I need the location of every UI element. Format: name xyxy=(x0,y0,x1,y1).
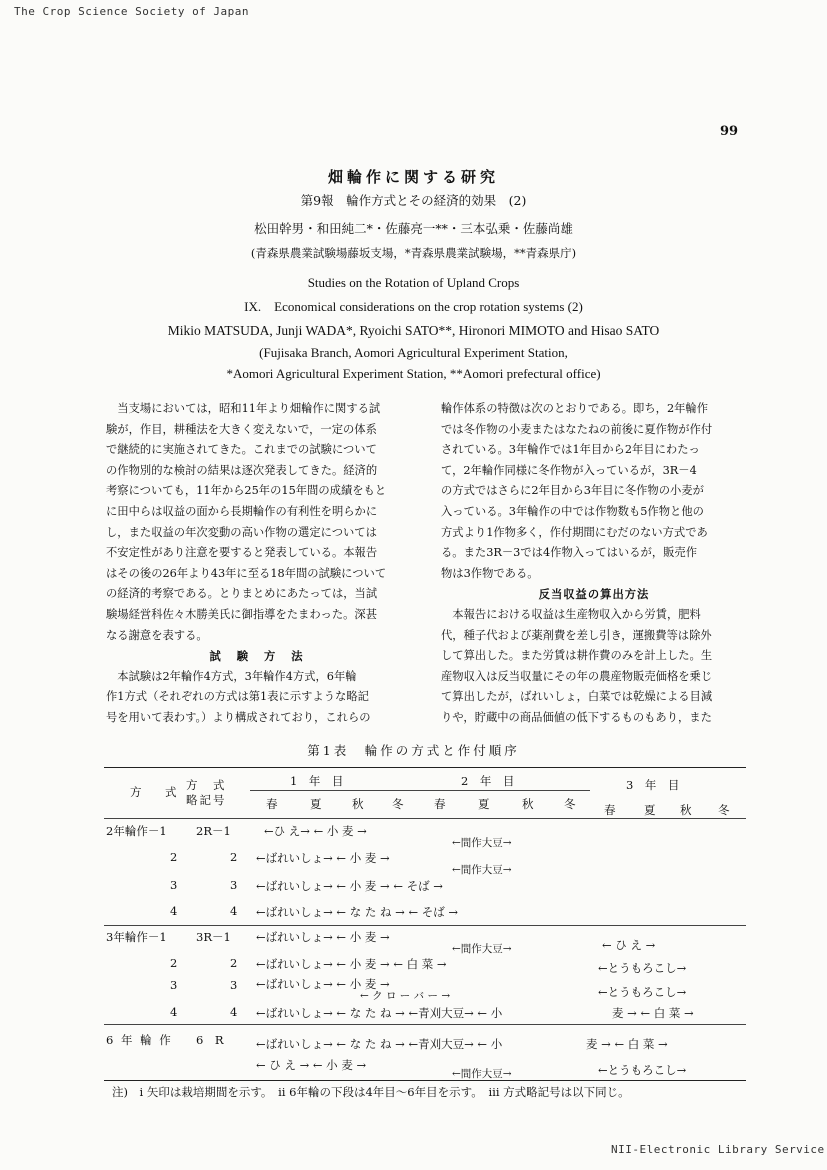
text-line: の作物別的な検討の結果は逐次発表してきた。経済的 xyxy=(106,463,378,477)
table-row-sequence: ←ばれいしょ→ ← 小 麦 → ← 白 菜 → xyxy=(256,957,447,971)
season-label: 冬 xyxy=(564,797,576,811)
authors-ja: 松田幹男・和田純二*・佐藤亮一**・三本弘乗・佐藤尚雄 xyxy=(254,221,573,236)
table-row-sequence: ←ばれいしょ→ ← な た ね → ← そば → xyxy=(256,905,459,919)
table-row-abbr: 6 R xyxy=(196,1033,224,1047)
table-row-abbr: 3 xyxy=(230,878,238,892)
table-row-abbr: 2R－1 xyxy=(196,824,231,838)
table-header-abbr-1: 方 式 xyxy=(186,778,227,792)
table-row-method: 3 xyxy=(170,878,178,892)
section-heading-revenue: 反当収益の算出方法 xyxy=(538,587,650,602)
text-line: 当支場においては，昭和11年より畑輪作に関する試 xyxy=(117,402,381,415)
text-line: の経済的考察である。とりまとめにあたっては，当試 xyxy=(106,587,378,601)
paper-subtitle-en: IX. Economical considerations on the crop rotation systems (2) xyxy=(244,299,583,314)
text-line: なる謝意を表する。 xyxy=(106,628,208,642)
table-row-method: 2 xyxy=(170,956,178,970)
section-heading-methods: 試 験 方 法 xyxy=(209,649,309,664)
text-line: 輪作体系の特徴は次のとおりである。即ち，2年輪作 xyxy=(441,402,709,415)
table-row-sequence: ←ばれいしょ→ ← な た ね → ←青刈大豆→ ← 小 xyxy=(256,1006,503,1020)
table-row-sequence: ←ばれいしょ→ ← な た ね → ←青刈大豆→ ← 小 xyxy=(256,1037,503,1051)
text-line: 方式より1作物多く，作付期間にむだのない方式であ xyxy=(441,525,708,539)
text-line: で継続的に実施されてきた。これまでの試験について xyxy=(106,443,377,457)
affiliation-en-2: *Aomori Agricultural Experiment Station, **Aomori prefectural office) xyxy=(226,366,601,381)
page-number: 99 xyxy=(720,124,739,139)
table-row-abbr: 2 xyxy=(230,956,238,970)
season-label: 春 xyxy=(434,797,446,811)
season-label: 秋 xyxy=(522,797,534,811)
table-row-sequence: ←ばれいしょ→ ← 小 麦 → ← そば → xyxy=(256,879,443,893)
paper-title-en: Studies on the Rotation of Upland Crops xyxy=(307,275,520,290)
text-line: 本報告における収益は生産物収入から労賃，肥料 xyxy=(452,607,701,621)
table-row-abbr: 3R－1 xyxy=(196,930,231,944)
season-label: 秋 xyxy=(352,797,364,811)
text-line: されている。3年輪作では1年目から2年目にわたっ xyxy=(441,443,700,457)
text-line: 考察についても，11年から25年の15年間の成績をもと xyxy=(106,484,387,498)
table-row-sequence-cont: 麦 → ← 白 菜 → xyxy=(586,1037,668,1051)
table-group-rule xyxy=(104,925,746,926)
table-row-abbr: 3 xyxy=(230,978,238,992)
table-row-sequence: ←ひ え→ ← 小 麦 → xyxy=(264,824,367,838)
affiliation-ja: (青森県農業試験場藤坂支場，*青森県農業試験場，**青森県庁) xyxy=(250,246,577,260)
table-row-method: 2 xyxy=(170,850,178,864)
season-label: 夏 xyxy=(478,797,490,811)
text-line: に田中らは収益の面から長期輪作の有利性を明らかに xyxy=(106,504,378,518)
text-line: 験が，作目，耕種法を大きく変えないで，一定の体系 xyxy=(106,422,377,436)
table-row-method: 4 xyxy=(170,1005,178,1019)
text-line: 本試験は2年輪作4方式，3年輪作4方式，6年輪 xyxy=(117,669,357,683)
season-label: 夏 xyxy=(310,797,322,811)
left-column xyxy=(106,399,412,729)
table-header-year-2: 2 年 目 xyxy=(461,774,515,788)
season-label: 冬 xyxy=(392,797,404,811)
season-label: 冬 xyxy=(718,803,730,817)
text-line: 験場経営科佐々木勝美氏に御指導をたまわった。深甚 xyxy=(106,607,378,621)
text-line: る。また3R－3では4作物入ってはいるが，販売作 xyxy=(441,546,698,560)
table-header-method: 方 式 xyxy=(130,785,183,799)
authors-en: Mikio MATSUDA, Junji WADA*, Ryoichi SATO**, Hironori MIMOTO and Hisao SATO xyxy=(167,323,660,338)
table-row-intercrop: ←間作大豆→ xyxy=(452,1068,512,1080)
table-row-sequence: ←ばれいしょ→ ← 小 麦 → xyxy=(256,977,390,991)
paper-subtitle-ja: 第9報 輪作方式とその経済的効果 (2) xyxy=(300,193,527,208)
table-header-year-1: 1 年 目 xyxy=(290,774,344,788)
table-row-year3: ←とうもろこし→ xyxy=(598,985,687,999)
paper-title-ja: 畑輪作に関する研究 xyxy=(327,168,499,186)
table-note: 注) ⅰ 矢印は栽培期間を示す。 ⅱ 6年輪の下段は4年目～6年目を示す。 ⅲ 方式略記号は以下同じ。 xyxy=(112,1085,630,1099)
right-column xyxy=(441,399,747,729)
text-line: の方式ではさらに2年目から3年目に冬作物の小麦が xyxy=(441,484,704,498)
table-row-method: 6 年 輪 作 xyxy=(106,1033,173,1047)
table-row-abbr: 2 xyxy=(230,850,238,864)
text-line: では冬作物の小麦またはなたねの前後に夏作物が作付 xyxy=(441,422,713,436)
table-row-year3: ← ひ え → xyxy=(602,938,656,952)
text-line: して算出した。また労賃は耕作費のみを計上した。生 xyxy=(441,649,713,663)
text-line: りや，貯蔵中の商品価値の低下するものもあり，また xyxy=(441,710,712,724)
table-row-abbr: 4 xyxy=(230,904,238,918)
table-header-rule xyxy=(104,818,746,819)
library-footer: NII-Electronic Library Service xyxy=(611,1143,825,1156)
season-label: 夏 xyxy=(644,803,656,817)
table-group-rule xyxy=(104,1024,746,1025)
text-line: て算出したが，ばれいしょ，白菜では乾燥による目減 xyxy=(441,690,713,704)
table-row-method: 4 xyxy=(170,904,178,918)
text-line: 作1方式（それぞれの方式は第1表に示すような略記 xyxy=(106,690,369,704)
table-row-year3: ←とうもろこし→ xyxy=(598,961,687,975)
table-row-method: 3 xyxy=(170,978,178,992)
season-label: 秋 xyxy=(680,803,692,817)
affiliation-en-1: (Fujisaka Branch, Aomori Agricultural Experiment Station, xyxy=(259,345,568,360)
year-rule xyxy=(250,790,590,791)
table-row-method: 3年輪作－1 xyxy=(106,930,167,944)
text-line: 物は3作物である。 xyxy=(441,566,539,580)
text-line: 産物収入は反当収量にその年の農産物販売価格を乗じ xyxy=(441,669,713,683)
table-row-intercrop: ←間作大豆→ xyxy=(452,837,512,849)
journal-header: The Crop Science Society of Japan xyxy=(14,5,250,18)
table-bottom-rule xyxy=(104,1080,746,1081)
table-row-year3: 麦 → ← 白 菜 → xyxy=(612,1006,694,1020)
text-line: 入っている。3年輪作の中では作物数も5作物と他の xyxy=(441,504,704,518)
table-row-year3: ←とうもろこし→ xyxy=(598,1063,687,1077)
table-row-sequence-lower: ← ひ え → ← 小 麦 → xyxy=(256,1058,367,1072)
text-line: 代，種子代および薬剤費を差し引き，運搬費等は除外 xyxy=(441,628,712,642)
text-line: て，2年輪作同様に冬作物が入っているが，3R－4 xyxy=(441,463,697,477)
text-line: し，また収益の年次変動の高い作物の選定については xyxy=(106,525,377,539)
table-row-method: 2年輪作－1 xyxy=(106,824,167,838)
table-row-intercrop: ←間作大豆→ xyxy=(452,864,512,876)
table-top-rule xyxy=(104,767,746,768)
table-title: 第1表 輪作の方式と作付順序 xyxy=(307,743,520,758)
table-row-clover: ← ク ロ ー バ ー → xyxy=(360,990,451,1002)
table-row-intercrop: ←間作大豆→ xyxy=(452,943,512,955)
text-line: 不安定性があり注意を要すると発表している。本報告 xyxy=(106,546,378,560)
season-label: 春 xyxy=(266,797,278,811)
table-row-sequence: ←ばれいしょ→ ← 小 麦 → xyxy=(256,851,390,865)
table-header-year-3: 3 年 目 xyxy=(626,778,680,792)
table-row-sequence: ←ばれいしょ→ ← 小 麦 → xyxy=(256,930,390,944)
text-line: はその後の26年より43年に至る18年間の試験について xyxy=(106,566,387,580)
season-label: 春 xyxy=(604,803,616,817)
table-header-abbr-2: 略記号 xyxy=(186,793,227,807)
table-row-abbr: 4 xyxy=(230,1005,238,1019)
text-line: 号を用いて表わす。）より構成されており，これらの xyxy=(106,710,371,724)
